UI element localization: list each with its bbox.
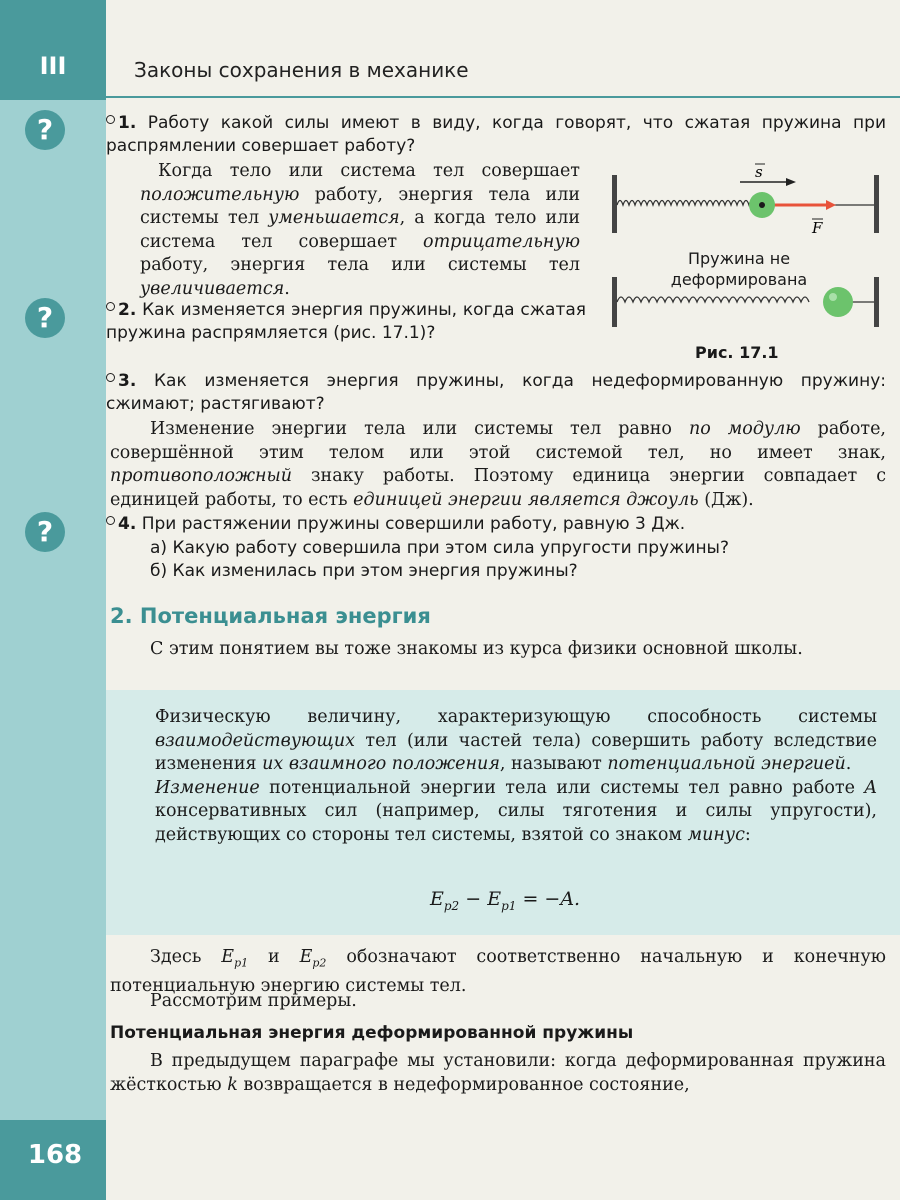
paragraph-intro: С этим понятием вы тоже знакомы из курса физики основной школы. <box>150 639 803 659</box>
question-text: Как изменяется энергия пружины, когда сжатая пружина распрямляется (рис. 17.1)? <box>106 300 586 343</box>
question-4-b: б) Как изменилась при этом энергия пружины? <box>150 561 578 581</box>
figure-label: Рис. 17.1 <box>695 343 779 362</box>
paragraph-notation: Здесь $E_{p1}$ и $E_{p2}$ обозначают соответственно начальную и конечную потенциальную энергию системы тел. <box>110 947 886 996</box>
question-icon: ? <box>25 110 65 150</box>
chapter-title: Законы сохранения в механике <box>134 58 469 82</box>
subheading: Потенциальная энергия деформированной пружины <box>110 1023 634 1043</box>
question-number: 2. <box>118 300 137 320</box>
question-text: Как изменяется энергия пружины, когда недеформированную пружину: сжимают; растягивают? <box>106 371 887 414</box>
paragraph-energy-work: Когда тело или система тел совершает положительную работу, энергия тела или системы тел уменьшается, а когда тело или система тел совершает отрицательную работу, энергия тела или системы тел увеличивается. <box>140 161 581 299</box>
circle-marker-icon <box>106 516 115 525</box>
question-1 <box>106 112 886 158</box>
circle-marker-icon <box>106 302 115 311</box>
definition-text: Физическую величину, характеризующую способность системы взаимодействующих тел (или частей тела) совершить работу вследствие изменения их взаимного положения, называют потенциальной энергией. Изменение потенциальной энергии тела или системы тел равно работе A консервативных сил (например, силы тяготения и силы упругости), действующих со стороны тел системы, взятой со знаком минус: <box>155 707 877 845</box>
section-title: 2. Потенциальная энергия <box>110 604 431 628</box>
paragraph-energy-unit: Изменение энергии тела или системы тел равно по модулю работе, совершённой этим телом или этой системой тел, но имеет знак, противоположный знаку работы. Поэтому единица энергии совпадает с единицей работы, то есть единицей энергии является джоуль (Дж). <box>110 419 886 510</box>
question-icon: ? <box>25 298 65 338</box>
question-number: 4. <box>118 514 137 534</box>
circle-marker-icon <box>106 373 115 382</box>
question-3 <box>106 370 886 416</box>
question-2 <box>106 299 586 345</box>
chapter-tab <box>0 0 106 100</box>
question-4 <box>106 513 886 536</box>
question-text: Работу какой силы имеют в виду, когда говорят, что сжатая пружина при распрямлении совершает работу? <box>106 113 886 156</box>
displacement-label: s <box>755 163 763 181</box>
chapter-number: III <box>39 52 67 80</box>
formula: $E_{p2} - E_{p1} = -A$. <box>430 888 581 913</box>
paragraph-examples: Рассмотрим примеры. <box>150 991 357 1011</box>
question-number: 1. <box>118 113 137 133</box>
header-rule <box>106 96 900 98</box>
page-number: 168 <box>27 1140 83 1170</box>
circle-marker-icon <box>106 115 115 124</box>
question-number: 3. <box>118 371 137 391</box>
question-icon: ? <box>25 512 65 552</box>
question-text: При растяжении пружины совершили работу, равную 3 Дж. <box>141 514 686 534</box>
figure-caption: Пружина не деформирована <box>670 249 808 289</box>
sidebar-strip <box>0 0 106 1200</box>
force-label: F <box>812 219 823 237</box>
paragraph-spring: В предыдущем параграфе мы установили: когда деформированная пружина жёсткостью k возвращается в недеформированное состояние, <box>110 1051 886 1095</box>
question-4-a: а) Какую работу совершила при этом сила упругости пружины? <box>150 538 730 558</box>
